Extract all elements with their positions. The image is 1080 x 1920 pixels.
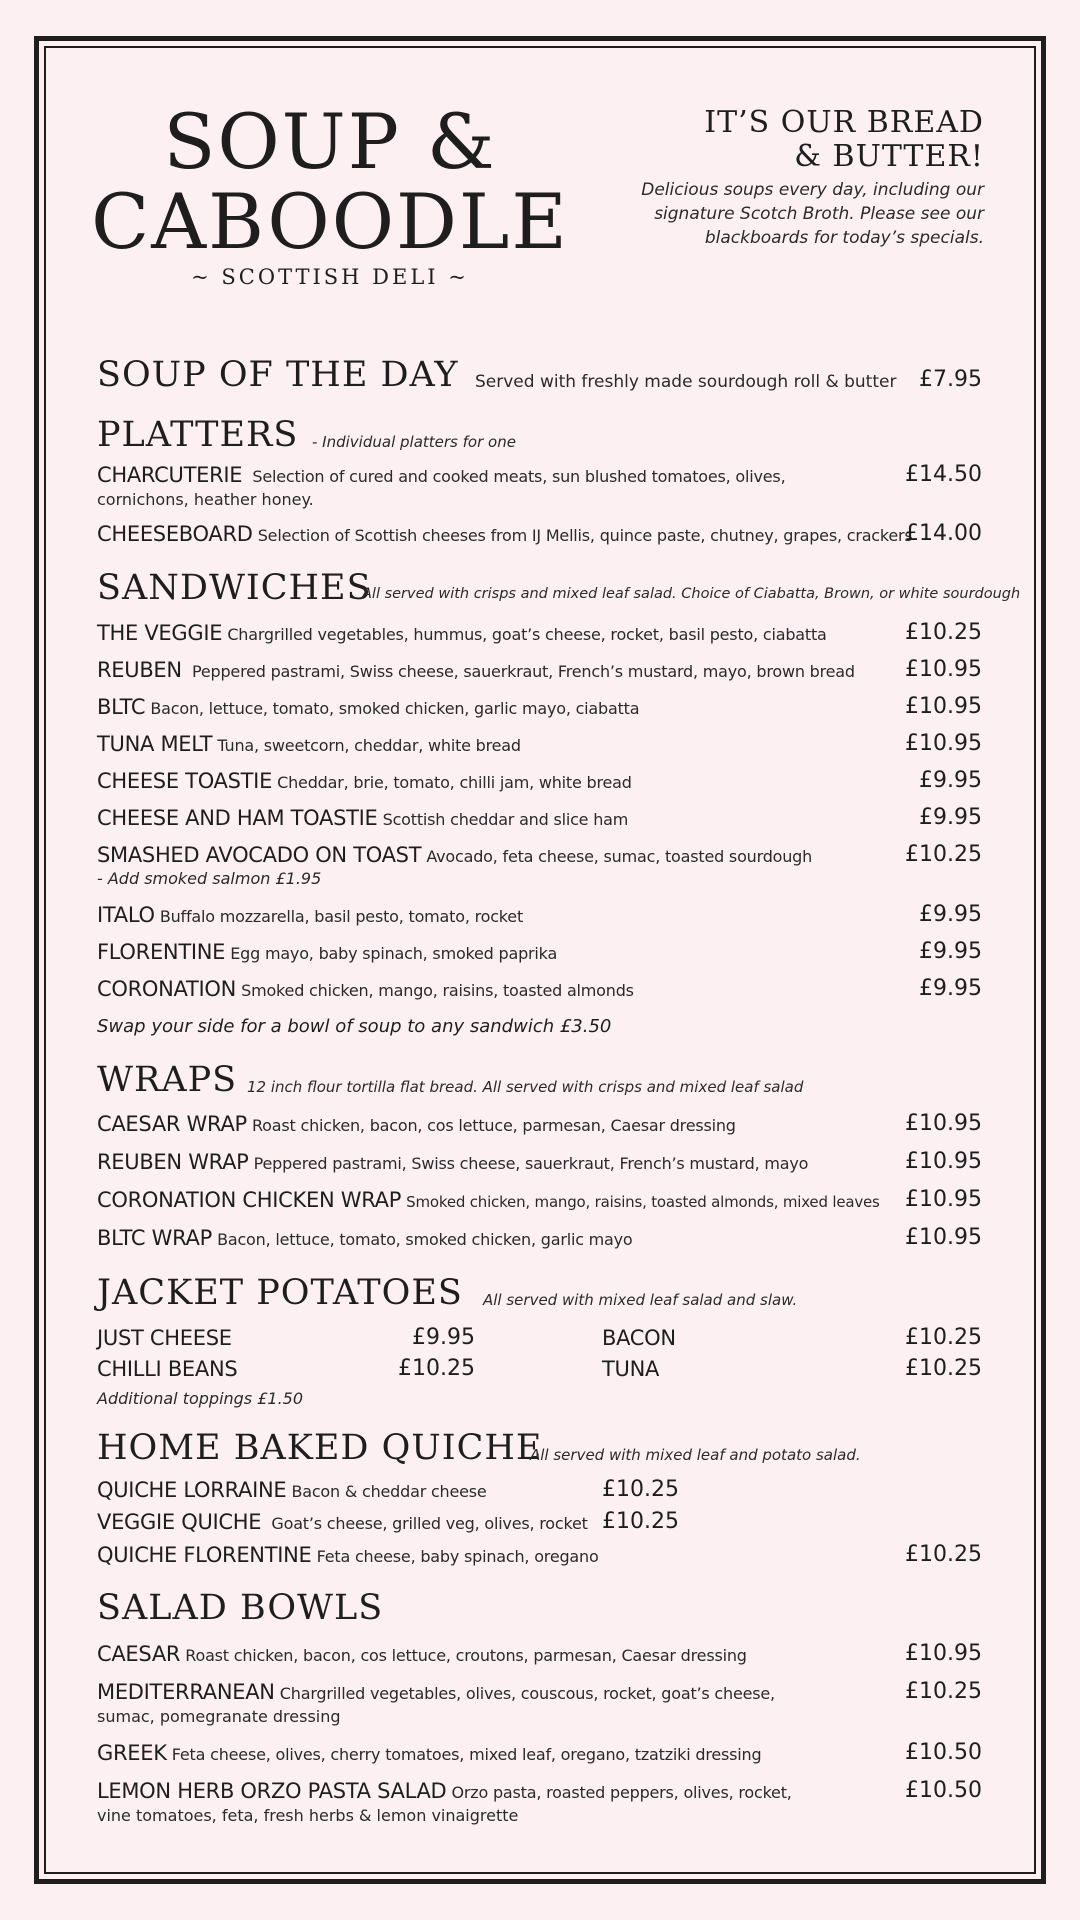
item-description: Roast chicken, bacon, cos lettuce, croutons, parmesan, Caesar dressing: [185, 1646, 747, 1665]
menu-item: [97, 522, 913, 548]
item-price: £10.25: [905, 1679, 982, 1704]
item-price: £10.95: [905, 1225, 982, 1250]
menu-item: [97, 1779, 792, 1805]
item-name: TUNA: [602, 1357, 660, 1381]
item-description: Egg mayo, baby spinach, smoked paprika: [230, 944, 558, 963]
item-price: £10.25: [905, 842, 982, 867]
item-price: £10.95: [905, 1187, 982, 1212]
menu-item: [97, 843, 812, 869]
platters-note: - Individual platters for one: [312, 433, 516, 451]
item-name: FLORENTINE: [97, 940, 226, 964]
swap-note: Swap your side for a bowl of soup to any sandwich £3.50: [97, 1016, 612, 1037]
menu-item: [97, 732, 521, 758]
menu-item: [97, 1543, 599, 1569]
item-name: CAESAR WRAP: [97, 1112, 247, 1136]
item-description: Scottish cheddar and slice ham: [382, 810, 629, 829]
item-description: Feta cheese, baby spinach, oregano: [316, 1547, 599, 1566]
item-price: £14.50: [905, 462, 982, 487]
item-description: Chargrilled vegetables, olives, couscous, rocket, goat’s cheese,: [279, 1684, 775, 1703]
item-description: Avocado, feta cheese, sumac, toasted sourdough: [426, 847, 813, 866]
jacket-note: All served with mixed leaf salad and slaw.: [483, 1291, 798, 1309]
item-description: Peppered pastrami, Swiss cheese, sauerkraut, French’s mustard, mayo, brown bread: [192, 662, 855, 681]
item-description: Cheddar, brie, tomato, chilli jam, white bread: [277, 773, 632, 792]
section-title-jacket-potatoes: JACKET POTATOES: [97, 1273, 463, 1313]
item-price: £10.25: [905, 1542, 982, 1567]
section-title-salad-bowls: SALAD BOWLS: [97, 1588, 384, 1628]
item-price: £10.50: [905, 1778, 982, 1803]
item-price: £10.95: [905, 1149, 982, 1174]
item-description-cont: vine tomatoes, feta, fresh herbs & lemon vinaigrette: [97, 1806, 519, 1825]
item-name: CHEESE TOASTIE: [97, 769, 273, 793]
item-description: Smoked chicken, mango, raisins, toasted almonds, mixed leaves: [406, 1193, 880, 1211]
item-description: Feta cheese, olives, cherry tomatoes, mixed leaf, oregano, tzatziki dressing: [171, 1745, 762, 1764]
sandwiches-note: All served with crisps and mixed leaf salad. Choice of Ciabatta, Brown, or white sourdough: [362, 586, 1021, 602]
item-name: BLTC WRAP: [97, 1226, 212, 1250]
item-name: CHEESE AND HAM TOASTIE: [97, 806, 378, 830]
menu-item: [97, 940, 557, 966]
menu-item: [97, 1642, 747, 1668]
item-name: SMASHED AVOCADO ON TOAST: [97, 843, 422, 867]
section-title-wraps: WRAPS: [97, 1060, 238, 1100]
menu-item: [97, 1112, 736, 1138]
item-price: £9.95: [412, 1325, 475, 1350]
menu-item: [97, 903, 523, 929]
menu-item: [97, 1226, 633, 1252]
item-description: Selection of Scottish cheeses from IJ Mellis, quince paste, chutney, grapes, crackers: [257, 526, 913, 545]
item-price: £9.95: [919, 939, 982, 964]
item-name: QUICHE FLORENTINE: [97, 1543, 312, 1567]
quiche-note: All served with mixed leaf and potato salad.: [530, 1446, 861, 1464]
item-name: BACON: [602, 1326, 676, 1350]
menu-item: [97, 1150, 808, 1176]
item-description: Roast chicken, bacon, cos lettuce, parmesan, Caesar dressing: [251, 1116, 736, 1135]
item-price: £9.95: [919, 768, 982, 793]
menu-item: [97, 1680, 775, 1706]
item-name: JUST CHEESE: [97, 1326, 232, 1350]
item-description-cont: sumac, pomegranate dressing: [97, 1707, 341, 1726]
menu-item: [97, 621, 827, 647]
item-description: Goat’s cheese, grilled veg, olives, rocket: [271, 1514, 588, 1533]
item-name: CHILLI BEANS: [97, 1357, 238, 1381]
item-description: Chargrilled vegetables, hummus, goat’s cheese, rocket, basil pesto, ciabatta: [227, 625, 827, 644]
item-name: CHEESEBOARD: [97, 522, 253, 546]
item-description: Orzo pasta, roasted peppers, olives, rocket,: [451, 1783, 792, 1802]
item-price: £10.25: [905, 620, 982, 645]
item-price: £10.95: [905, 1111, 982, 1136]
section-title-platters: PLATTERS: [97, 415, 299, 455]
menu-item: [97, 769, 632, 795]
item-name: REUBEN WRAP: [97, 1150, 249, 1174]
item-price: £10.95: [905, 731, 982, 756]
section-title-sandwiches: SANDWICHES: [97, 568, 372, 608]
tagline-text: Delicious soups every day, including our signature Scotch Broth. Please see our blackboards for today’s specials.: [641, 180, 984, 248]
item-price: £10.50: [905, 1740, 982, 1765]
item-price: £10.95: [905, 657, 982, 682]
item-description: Peppered pastrami, Swiss cheese, sauerkraut, French’s mustard, mayo: [253, 1154, 809, 1173]
item-description: Bacon & cheddar cheese: [291, 1482, 487, 1501]
item-name: REUBEN: [97, 658, 182, 682]
item-price: £10.25: [398, 1356, 475, 1381]
item-name: GREEK: [97, 1741, 167, 1765]
item-name: CORONATION: [97, 977, 237, 1001]
item-name: CHARCUTERIE: [97, 463, 243, 487]
soup-description: Served with freshly made sourdough roll & butter: [475, 372, 897, 392]
soup-price: £7.95: [919, 367, 982, 392]
item-description: Tuna, sweetcorn, cheddar, white bread: [217, 736, 521, 755]
menu-item: [97, 1188, 880, 1214]
title-line-2: CABOODLE: [91, 177, 569, 266]
item-price: £10.95: [905, 694, 982, 719]
item-name: CAESAR: [97, 1642, 181, 1666]
menu-item: [97, 695, 639, 721]
menu-item: [97, 977, 634, 1003]
item-price: £9.95: [919, 976, 982, 1001]
item-name: CORONATION CHICKEN WRAP: [97, 1188, 402, 1212]
menu-item: [97, 1510, 588, 1536]
item-name: MEDITERRANEAN: [97, 1680, 275, 1704]
tagline-line-1: IT’S OUR BREAD: [704, 105, 984, 140]
item-price: £9.95: [919, 805, 982, 830]
item-price: £10.25: [905, 1325, 982, 1350]
item-addon: - Add smoked salmon £1.95: [97, 869, 322, 888]
item-price: £14.00: [905, 521, 982, 546]
subtitle: ~ SCOTTISH DELI ~: [191, 265, 469, 289]
item-price: £10.25: [602, 1477, 679, 1502]
item-name: TUNA MELT: [97, 732, 213, 756]
menu-item: [97, 1478, 487, 1504]
item-name: QUICHE LORRAINE: [97, 1478, 287, 1502]
item-price: £10.25: [602, 1509, 679, 1534]
wraps-note: 12 inch flour tortilla flat bread. All served with crisps and mixed leaf salad: [247, 1078, 804, 1096]
item-description: Bacon, lettuce, tomato, smoked chicken, garlic mayo, ciabatta: [150, 699, 640, 718]
tagline-line-2: & BUTTER!: [794, 139, 984, 174]
title-line-1: SOUP &: [163, 97, 497, 186]
menu-item: [97, 806, 628, 832]
toppings-note: Additional toppings £1.50: [97, 1389, 304, 1408]
item-name: BLTC: [97, 695, 146, 719]
item-name: ITALO: [97, 903, 155, 927]
item-price: £10.25: [905, 1356, 982, 1381]
item-name: THE VEGGIE: [97, 621, 223, 645]
item-description: Bacon, lettuce, tomato, smoked chicken, garlic mayo: [217, 1230, 633, 1249]
item-price: £10.95: [905, 1641, 982, 1666]
item-name: VEGGIE QUICHE: [97, 1510, 262, 1534]
menu-item: [97, 658, 855, 684]
menu-item: [97, 463, 785, 489]
section-title-soup: SOUP OF THE DAY: [97, 355, 459, 395]
item-description: Selection of cured and cooked meats, sun blushed tomatoes, olives,: [252, 467, 786, 486]
item-description-cont: cornichons, heather honey.: [97, 490, 314, 509]
menu-item: [97, 1741, 761, 1767]
item-price: £9.95: [919, 902, 982, 927]
item-description: Smoked chicken, mango, raisins, toasted almonds: [241, 981, 634, 1000]
item-name: LEMON HERB ORZO PASTA SALAD: [97, 1779, 447, 1803]
section-title-quiche: HOME BAKED QUICHE: [97, 1428, 543, 1468]
item-description: Buffalo mozzarella, basil pesto, tomato, rocket: [159, 907, 524, 926]
